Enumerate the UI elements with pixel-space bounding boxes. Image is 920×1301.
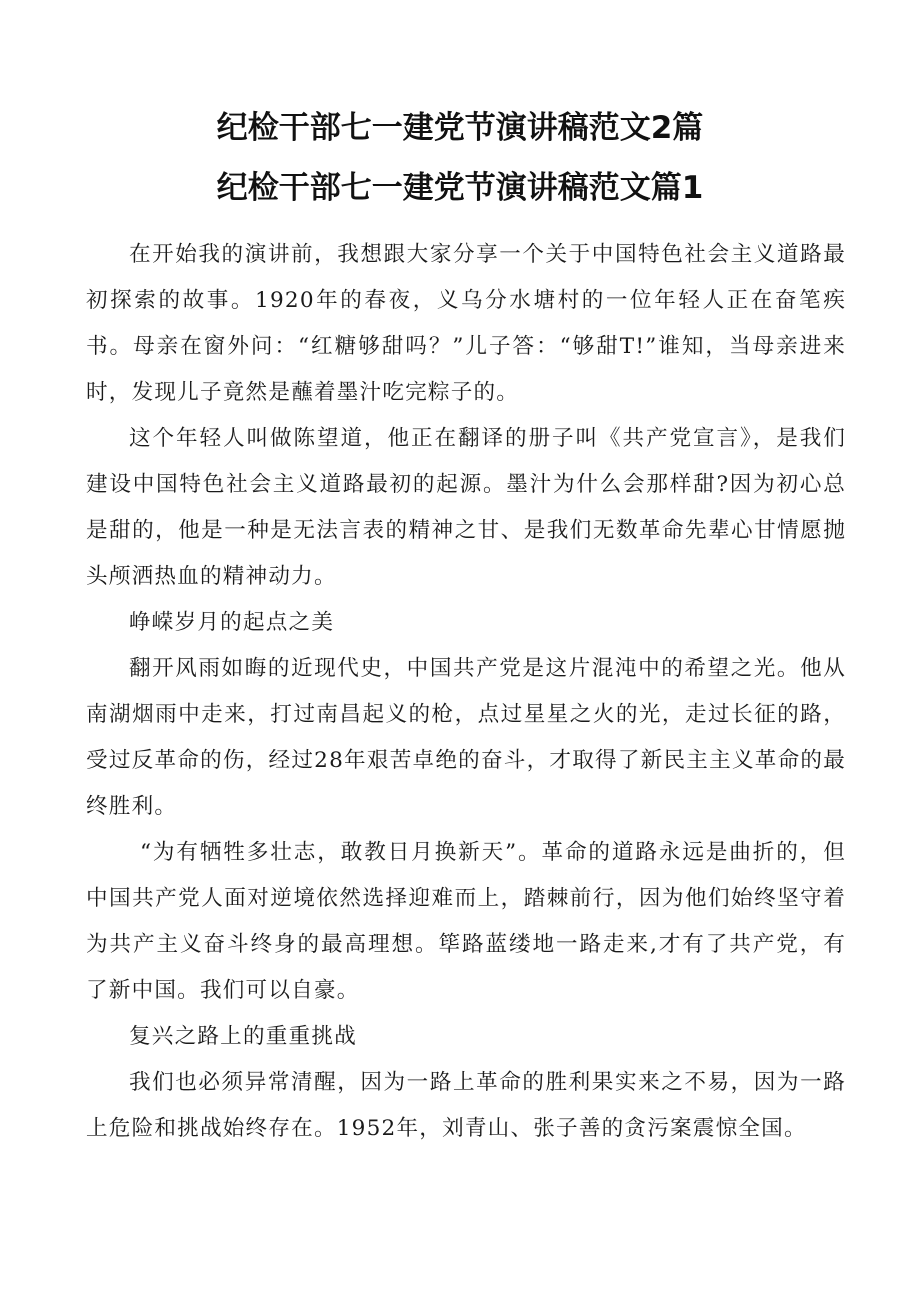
paragraph-history: 翻开风雨如晦的近现代史，中国共产党是这片混沌中的希望之光。他从南湖烟雨中走来，打过南昌起义的枪，点过星星之火的光，走过长征的路，受过反革命的伤，经过28年艰苦卓绝的奋斗，才取得了新民主主义革命的最终胜利。 (86, 656, 846, 819)
document-subtitle: 纪检干部七一建党节演讲稿范文篇1 (216, 170, 704, 206)
section-heading-challenges: 复兴之路上的重重挑战 (129, 1024, 357, 1049)
paragraph-chen-wangdao: 这个年轻人叫做陈望道，他正在翻译的册子叫《共产党宣言》，是我们建设中国特色社会主义道路最初的起源。墨汁为什么会那样甜?因为初心总是甜的，他是一种是无法言表的精神之甘、是我们无数革命先辈心甘情愿抛头颅洒热血的精神动力。 (86, 426, 846, 589)
document-body (86, 232, 846, 1152)
paragraph-story-intro: 在开始我的演讲前，我想跟大家分享一个关于中国特色社会主义道路最初探索的故事。1920年的春夜，义乌分水塘村的一位年轻人正在奋笔疾书。母亲在窗外问：“红糖够甜吗？”儿子答：“够甜T!”谁知，当母亲进来时，发现儿子竟然是蘸着墨汁吃完粽子的。 (86, 242, 846, 405)
document-title: 纪检干部七一建党节演讲稿范文2篇 (216, 110, 704, 146)
paragraph-vigilance: 我们也必须异常清醒，因为一路上革命的胜利果实来之不易，因为一路上危险和挑战始终存在。1952年，刘青山、张子善的贪污案震惊全国。 (86, 1070, 846, 1141)
section-heading-origin: 峥嵘岁月的起点之美 (129, 610, 335, 635)
paragraph-quote: “为有牺牲多壮志，敢教日月换新天”。革命的道路永远是曲折的，但中国共产党人面对逆境依然选择迎难而上，踏棘前行，因为他们始终坚守着为共产主义奋斗终身的最高理想。筚路蓝缕地一路走来,才有了共产党，有了新中国。我们可以自豪。 (86, 840, 846, 1003)
